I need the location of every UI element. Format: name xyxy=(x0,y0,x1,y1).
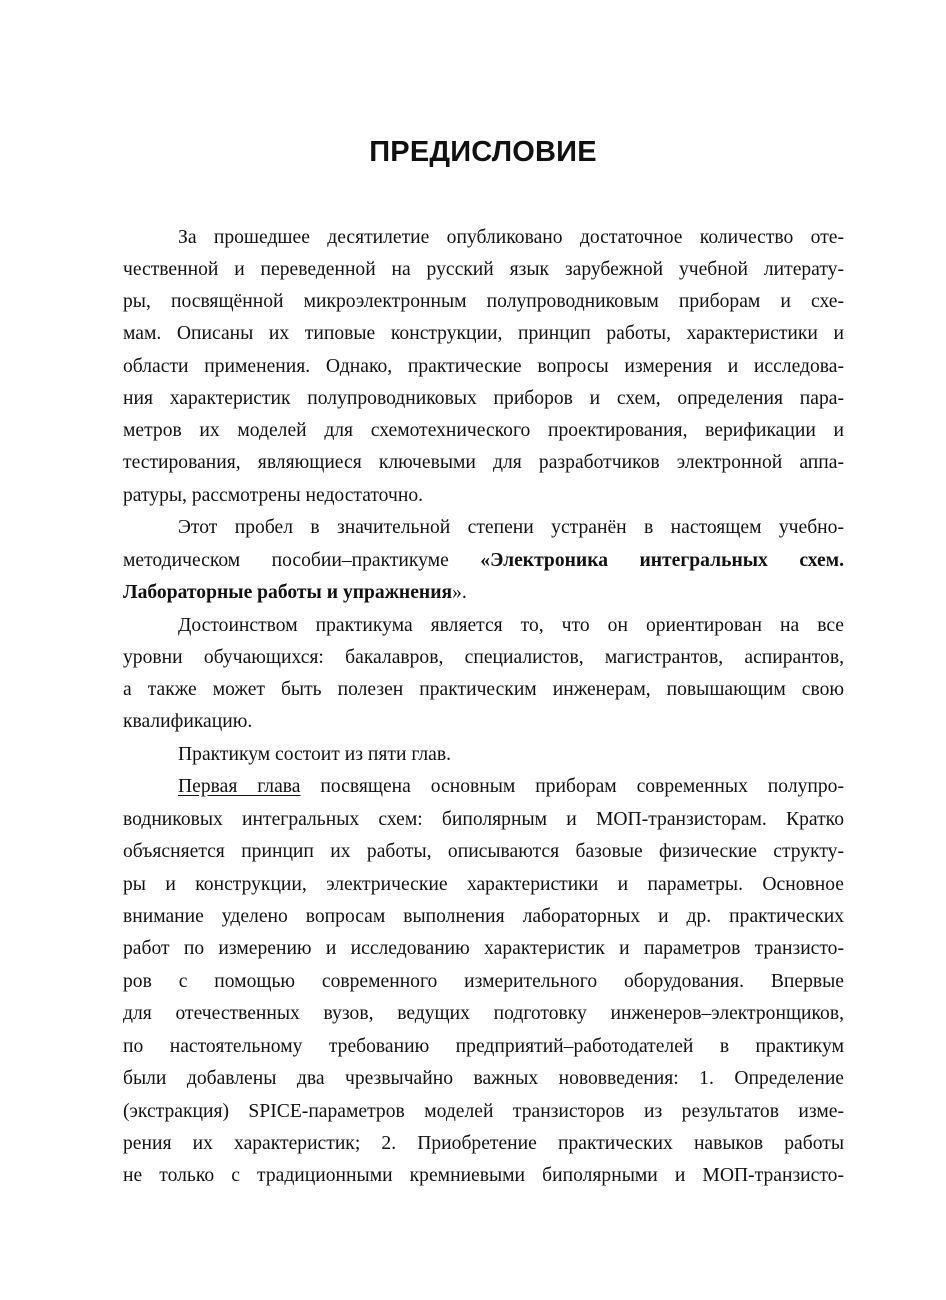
paragraph-5-line: водниковых интегральных схем: биполярным и МОП-транзисторам. Кратко xyxy=(123,809,844,830)
paragraph-1-line: За прошедшее десятилетие опубликовано достаточное количество оте- xyxy=(178,227,844,248)
paragraph-5-line: ры и конструкции, электрические характеристики и параметры. Основное xyxy=(123,874,844,895)
paragraph-1-line: чественной и переведенной на русский язык зарубежной учебной литерату- xyxy=(123,259,844,280)
paragraph-5-line: внимание уделено вопросам выполнения лабораторных и др. практических xyxy=(123,906,844,927)
book-title-bold: «Электроника интегральных схем. xyxy=(480,550,845,571)
paragraph-5-line: по настоятельному требованию предприятий–работодателей в практикум xyxy=(123,1036,844,1057)
chapter-1-underlined: Первая глава xyxy=(178,776,301,797)
paragraph-5-line xyxy=(178,771,844,803)
paragraph-3-line: Достоинством практикума является то, что он ориентирован на все xyxy=(178,615,844,636)
paragraph-1-line: ры, посвящённой микроэлектронным полупроводниковым приборам и схе- xyxy=(123,291,844,312)
paragraph-2-text: ». xyxy=(452,582,467,603)
paragraph-1-line: области применения. Однако, практические вопросы измерения и исследова- xyxy=(123,356,844,377)
paragraph-1-line: тестирования, являющиеся ключевыми для разработчиков электронной аппа- xyxy=(123,452,844,473)
book-title-bold: Лабораторные работы и упражнения xyxy=(123,582,453,603)
paragraph-1-line: метров их моделей для схемотехнического проектирования, верификации и xyxy=(123,420,844,441)
paragraph-5-line: (экстракция) SPICE-параметров моделей транзисторов из результатов изме- xyxy=(123,1101,844,1122)
paragraph-3-line: а также может быть полезен практическим инженерам, повышающим свою xyxy=(123,679,844,700)
paragraph-1-line: мам. Описаны их типовые конструкции, принцип работы, характеристики и xyxy=(123,323,844,344)
paragraph-5-text: посвящена основным приборам современных полупро- xyxy=(300,776,844,797)
paragraph-5-line: рения их характеристик; 2. Приобретение практических навыков работы xyxy=(123,1133,844,1154)
paragraph-1-line: ратуры, рассмотрены недостаточно. xyxy=(123,485,424,506)
paragraph-4-line: Практикум состоит из пяти глав. xyxy=(178,744,451,765)
paragraph-2-line xyxy=(123,545,844,577)
page-title: ПРЕДИСЛОВИЕ xyxy=(369,136,597,168)
paragraph-5-line: не только с традиционными кремниевыми биполярными и МОП-транзисто- xyxy=(123,1165,844,1186)
paragraph-3-line: уровни обучающихся: бакалавров, специалистов, магистрантов, аспирантов, xyxy=(123,647,844,668)
paragraph-3-line: квалификацию. xyxy=(123,711,253,732)
paragraph-5-line: для отечественных вузов, ведущих подготовку инженеров–электронщиков, xyxy=(123,1003,844,1024)
paragraph-5-line: работ по измерению и исследованию характеристик и параметров транзисто- xyxy=(123,938,844,959)
paragraph-1-line: ния характеристик полупроводниковых приборов и схем, определения пара- xyxy=(123,388,844,409)
paragraph-5-line: ров с помощью современного измерительного оборудования. Впервые xyxy=(123,971,844,992)
paragraph-2-line xyxy=(123,577,844,609)
paragraph-2-line: Этот пробел в значительной степени устранён в настоящем учебно- xyxy=(178,517,844,538)
paragraph-5-line: объясняется принцип их работы, описываются базовые физические структу- xyxy=(123,841,844,862)
paragraph-5-line: были добавлены два чрезвычайно важных нововведения: 1. Определение xyxy=(123,1068,844,1089)
paragraph-2-text: методическом пособии–практикуме xyxy=(123,550,481,571)
